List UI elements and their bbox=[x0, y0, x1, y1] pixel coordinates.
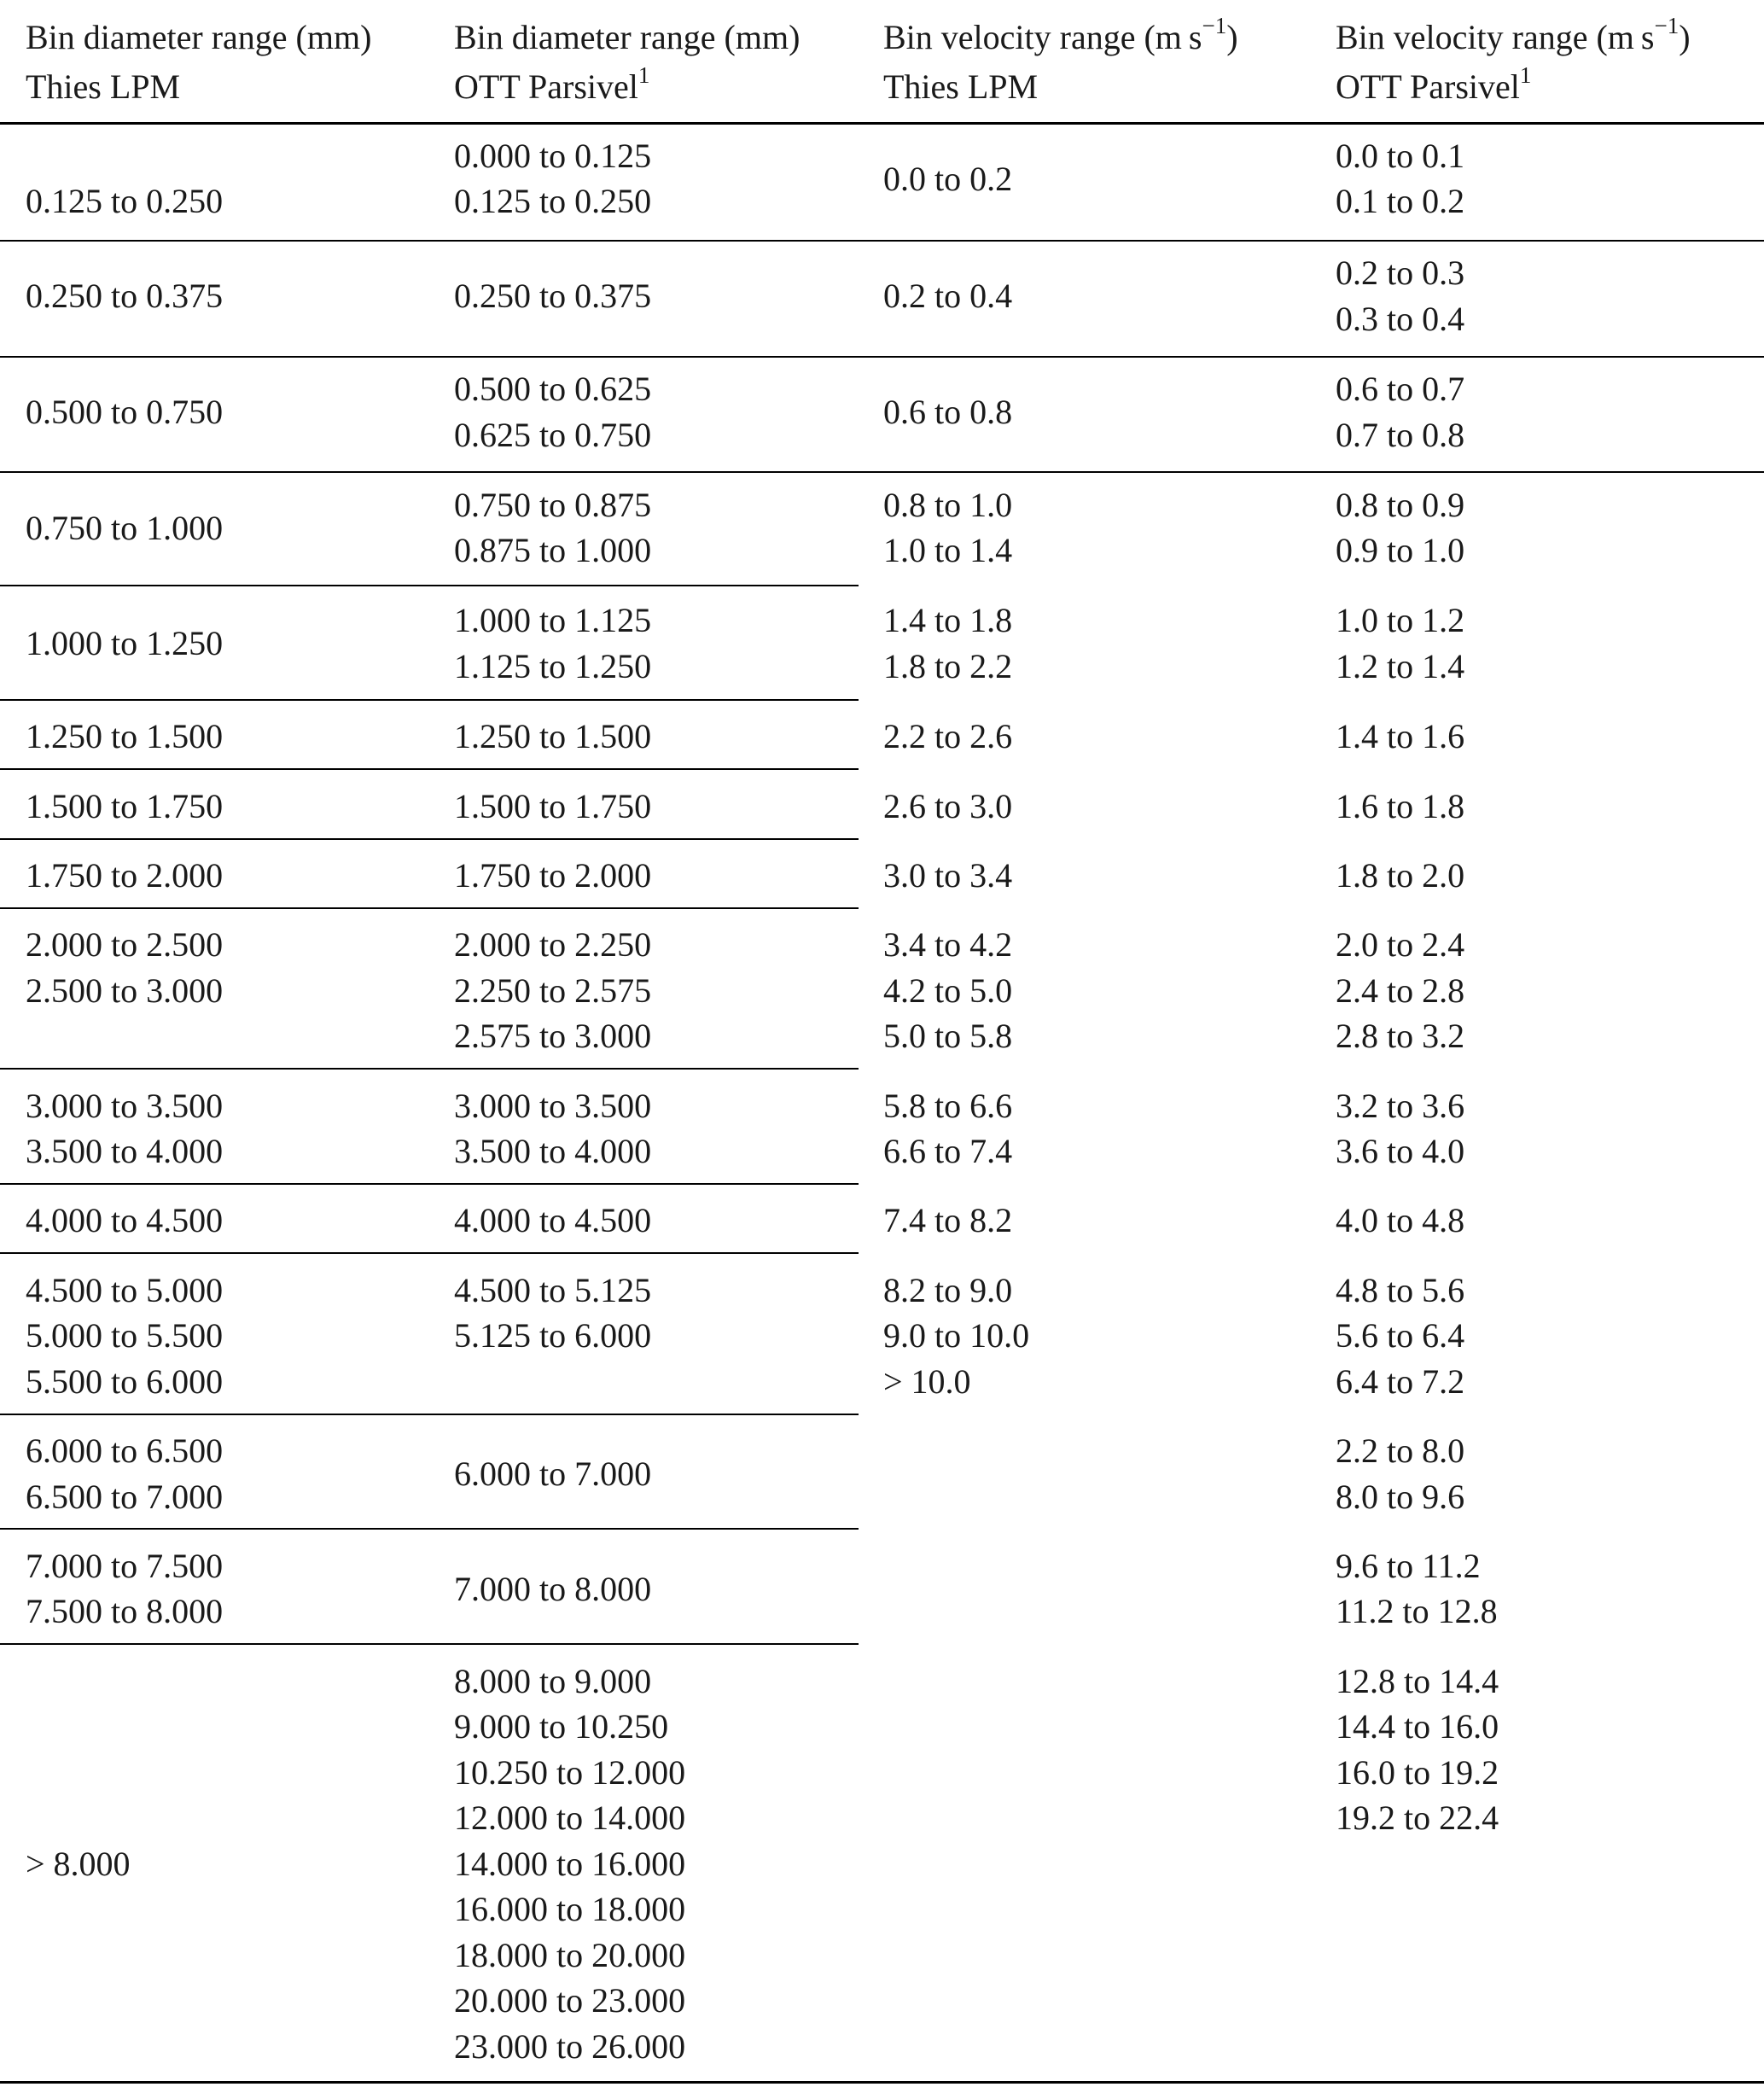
table-cell: 10.250 to 12.000 bbox=[454, 1753, 686, 1792]
header-col4-line2 bbox=[1336, 62, 1691, 112]
table-cell: 1.0 to 1.2 bbox=[1336, 601, 1465, 639]
header-col3-close: ) bbox=[1226, 18, 1238, 56]
row-rule bbox=[0, 1414, 859, 1415]
table-cell: 2.4 to 2.8 bbox=[1336, 971, 1465, 1010]
table-cell: 1.8 to 2.0 bbox=[1336, 856, 1465, 895]
table-cell: 1.250 to 1.500 bbox=[454, 717, 652, 755]
table-cell: 0.750 to 1.000 bbox=[26, 509, 224, 547]
header-col1 bbox=[26, 13, 371, 112]
table-cell: 4.000 to 4.500 bbox=[454, 1201, 652, 1239]
table-cell: 1.6 to 1.8 bbox=[1336, 787, 1465, 825]
table-cell: 9.0 to 10.0 bbox=[883, 1316, 1030, 1355]
table-cell: 1.500 to 1.750 bbox=[26, 787, 224, 825]
table-cell: 3.500 to 4.000 bbox=[26, 1132, 224, 1170]
table-cell: 0.8 to 0.9 bbox=[1336, 486, 1465, 524]
table-cell: 0.0 to 0.2 bbox=[883, 160, 1013, 198]
header-col3 bbox=[883, 13, 1238, 112]
table-cell: 1.750 to 2.000 bbox=[454, 856, 652, 895]
header-col2 bbox=[454, 13, 800, 112]
table-cell: 5.125 to 6.000 bbox=[454, 1316, 652, 1355]
table-cell: 18.000 to 20.000 bbox=[454, 1936, 686, 1974]
table-cell: 2.2 to 8.0 bbox=[1336, 1431, 1465, 1470]
table-cell: 5.500 to 6.000 bbox=[26, 1362, 224, 1401]
table-cell: 1.2 to 1.4 bbox=[1336, 647, 1465, 685]
bottom-rule bbox=[0, 2081, 1764, 2084]
table-cell: 3.4 to 4.2 bbox=[883, 925, 1013, 964]
table-cell: 2.000 to 2.250 bbox=[454, 925, 652, 964]
table-cell: 2.250 to 2.575 bbox=[454, 971, 652, 1010]
table-cell: 0.8 to 1.0 bbox=[883, 486, 1013, 524]
table-cell: 12.000 to 14.000 bbox=[454, 1798, 686, 1837]
table-cell: > 8.000 bbox=[26, 1845, 131, 1883]
table-cell: 2.2 to 2.6 bbox=[883, 717, 1013, 755]
table-cell: 0.2 to 0.4 bbox=[883, 277, 1013, 315]
table-cell: 3.000 to 3.500 bbox=[26, 1087, 224, 1125]
header-col3-line2: Thies LPM bbox=[883, 67, 1039, 106]
table-cell: 16.000 to 18.000 bbox=[454, 1890, 686, 1928]
table-cell: 7.000 to 8.000 bbox=[454, 1570, 652, 1608]
table-cell: 3.0 to 3.4 bbox=[883, 856, 1013, 895]
header-col3-line1 bbox=[883, 13, 1238, 62]
table-cell: 1.500 to 1.750 bbox=[454, 787, 652, 825]
table-cell: 3.6 to 4.0 bbox=[1336, 1132, 1465, 1170]
table-cell: 4.000 to 4.500 bbox=[26, 1201, 224, 1239]
table-cell: 2.500 to 3.000 bbox=[26, 971, 224, 1010]
table-cell: 0.250 to 0.375 bbox=[454, 277, 652, 315]
table-cell: 3.500 to 4.000 bbox=[454, 1132, 652, 1170]
table-cell: 1.000 to 1.125 bbox=[454, 601, 652, 639]
table-cell: 0.6 to 0.8 bbox=[883, 393, 1013, 431]
table-cell: 4.2 to 5.0 bbox=[883, 971, 1013, 1010]
header-col2-line2 bbox=[454, 62, 800, 112]
table-cell: 0.1 to 0.2 bbox=[1336, 182, 1465, 220]
table-cell: 0.500 to 0.750 bbox=[26, 393, 224, 431]
table-cell: 8.2 to 9.0 bbox=[883, 1271, 1013, 1309]
table-cell: 6.000 to 6.500 bbox=[26, 1431, 224, 1470]
table-cell: 6.4 to 7.2 bbox=[1336, 1362, 1465, 1401]
table-cell: 7.500 to 8.000 bbox=[26, 1592, 224, 1630]
row-rule bbox=[0, 1528, 859, 1530]
table-cell: 5.0 to 5.8 bbox=[883, 1017, 1013, 1055]
row-rule bbox=[0, 768, 859, 770]
table-cell: 4.0 to 4.8 bbox=[1336, 1201, 1465, 1239]
table-cell: 1.125 to 1.250 bbox=[454, 647, 652, 685]
table-cell: 8.000 to 9.000 bbox=[454, 1662, 652, 1700]
table-cell: 1.8 to 2.2 bbox=[883, 647, 1013, 685]
row-rule bbox=[0, 240, 1764, 242]
table-cell: 2.6 to 3.0 bbox=[883, 787, 1013, 825]
table-cell: 0.000 to 0.125 bbox=[454, 137, 652, 175]
table-cell: 1.4 to 1.6 bbox=[1336, 717, 1465, 755]
table-cell: 1.250 to 1.500 bbox=[26, 717, 224, 755]
table-cell: 2.8 to 3.2 bbox=[1336, 1017, 1465, 1055]
table-cell: 2.575 to 3.000 bbox=[454, 1017, 652, 1055]
footnote-marker: 1 bbox=[637, 61, 650, 88]
footnote-marker: 1 bbox=[1519, 61, 1532, 88]
table-cell: > 10.0 bbox=[883, 1362, 971, 1401]
table-cell: 11.2 to 12.8 bbox=[1336, 1592, 1498, 1630]
row-rule bbox=[0, 471, 1764, 473]
table-cell: 9.6 to 11.2 bbox=[1336, 1547, 1481, 1585]
table-cell: 0.750 to 0.875 bbox=[454, 486, 652, 524]
table-cell: 6.500 to 7.000 bbox=[26, 1478, 224, 1516]
table-cell: 1.750 to 2.000 bbox=[26, 856, 224, 895]
row-rule bbox=[0, 585, 859, 586]
table-cell: 7.000 to 7.500 bbox=[26, 1547, 224, 1585]
table-cell: 3.000 to 3.500 bbox=[454, 1087, 652, 1125]
table-cell: 5.000 to 5.500 bbox=[26, 1316, 224, 1355]
table-cell: 0.2 to 0.3 bbox=[1336, 254, 1465, 292]
row-rule bbox=[0, 1068, 859, 1070]
header-col4-text: Bin velocity range (m s bbox=[1336, 18, 1655, 56]
table-cell: 1.4 to 1.8 bbox=[883, 601, 1013, 639]
row-rule bbox=[0, 1643, 859, 1645]
table-cell: 5.6 to 6.4 bbox=[1336, 1316, 1465, 1355]
row-rule bbox=[0, 699, 859, 701]
table-cell: 8.0 to 9.6 bbox=[1336, 1478, 1465, 1516]
header-col3-exponent: −1 bbox=[1202, 12, 1227, 38]
table-cell: 0.125 to 0.250 bbox=[26, 182, 224, 220]
table-cell: 1.000 to 1.250 bbox=[26, 624, 224, 662]
row-rule bbox=[0, 1183, 859, 1185]
table-cell: 0.625 to 0.750 bbox=[454, 416, 652, 454]
table-cell: 4.500 to 5.125 bbox=[454, 1271, 652, 1309]
table-cell: 3.2 to 3.6 bbox=[1336, 1087, 1465, 1125]
table-cell: 0.500 to 0.625 bbox=[454, 370, 652, 408]
table-cell: 0.9 to 1.0 bbox=[1336, 531, 1465, 569]
table-cell: 5.8 to 6.6 bbox=[883, 1087, 1013, 1125]
table-cell: 4.500 to 5.000 bbox=[26, 1271, 224, 1309]
table-cell: 7.4 to 8.2 bbox=[883, 1201, 1013, 1239]
table-cell: 16.0 to 19.2 bbox=[1336, 1753, 1499, 1792]
table-cell: 0.875 to 1.000 bbox=[454, 531, 652, 569]
table-cell: 2.000 to 2.500 bbox=[26, 925, 224, 964]
row-rule bbox=[0, 1252, 859, 1254]
row-rule bbox=[0, 356, 1764, 358]
header-col2-label: OTT Parsivel bbox=[454, 67, 638, 106]
table-cell: 0.6 to 0.7 bbox=[1336, 370, 1465, 408]
header-col4-label: OTT Parsivel bbox=[1336, 67, 1520, 106]
table-cell: 4.8 to 5.6 bbox=[1336, 1271, 1465, 1309]
table-cell: 20.000 to 23.000 bbox=[454, 1981, 686, 2020]
header-col1-line2: Thies LPM bbox=[26, 67, 181, 106]
header-rule bbox=[0, 122, 1764, 125]
row-rule bbox=[0, 838, 859, 840]
table-cell: 2.0 to 2.4 bbox=[1336, 925, 1465, 964]
table-cell: 12.8 to 14.4 bbox=[1336, 1662, 1499, 1700]
header-col2-line1: Bin diameter range (mm) bbox=[454, 18, 800, 56]
table-cell: 23.000 to 26.000 bbox=[454, 2027, 686, 2066]
header-col4-line1 bbox=[1336, 13, 1691, 62]
table-cell: 14.000 to 16.000 bbox=[454, 1845, 686, 1883]
header-col1-line1: Bin diameter range (mm) bbox=[26, 18, 372, 56]
table-cell: 14.4 to 16.0 bbox=[1336, 1707, 1499, 1746]
table-cell: 1.0 to 1.4 bbox=[883, 531, 1013, 569]
table-cell: 6.6 to 7.4 bbox=[883, 1132, 1013, 1170]
table-cell: 9.000 to 10.250 bbox=[454, 1707, 669, 1746]
table-cell: 0.3 to 0.4 bbox=[1336, 300, 1465, 338]
table-cell: 6.000 to 7.000 bbox=[454, 1454, 652, 1493]
table-cell: 19.2 to 22.4 bbox=[1336, 1798, 1499, 1837]
table-cell: 0.125 to 0.250 bbox=[454, 182, 652, 220]
header-col4 bbox=[1336, 13, 1691, 112]
header-col3-text: Bin velocity range (m s bbox=[883, 18, 1202, 56]
header-col4-close: ) bbox=[1679, 18, 1691, 56]
table-cell: 0.250 to 0.375 bbox=[26, 277, 224, 315]
header-col4-exponent: −1 bbox=[1654, 12, 1680, 38]
table-cell: 0.7 to 0.8 bbox=[1336, 416, 1465, 454]
row-rule bbox=[0, 907, 859, 909]
table-cell: 0.0 to 0.1 bbox=[1336, 137, 1465, 175]
